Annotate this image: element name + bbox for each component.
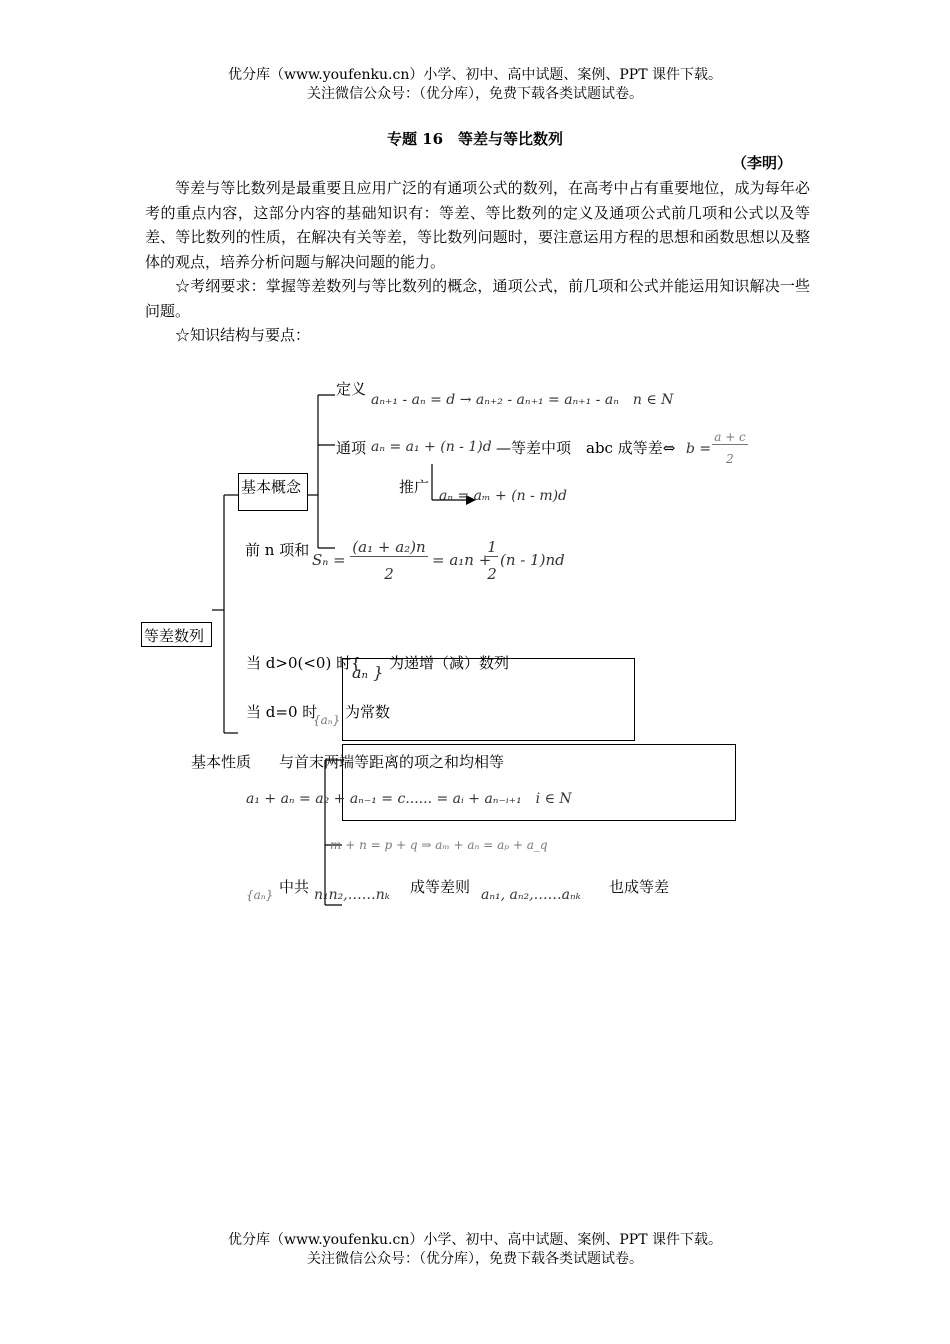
an-symbol: aₙ }: [352, 663, 384, 682]
intro-paragraph: 等差与等比数列是最重要且应用广泛的有通项公式的数列，在高考中占有重要地位，成为每年必考的重点内容，这部分内容的基础知识有：等差、等比数列的定义及通项公式前几项和公式以及等差、等比数列的性质，在解决有关等差，等比数列问题时，要注意运用方程的思想和函数思想以及整体的观点，培养分析问题与解决问题的能力。: [145, 179, 810, 271]
footer-line-2: 关注微信公众号：（优分库），免费下载各类试题试卷。: [307, 1251, 643, 1267]
footer-line-1: 优分库（www.youfenku.cn）小学、初中、高中试题、案例、PPT 课件下载。: [227, 1232, 722, 1248]
extend-label: 推广: [399, 478, 430, 496]
property-formula: a₁ + aₙ = a₂ + aₙ₋₁ = c...... = aᵢ + aₙ₋ᵢ₊₁ i ∈ N: [246, 791, 572, 807]
sum-tail: (n - 1)nd: [500, 551, 565, 569]
sub-result: 也成等差: [609, 878, 670, 896]
page-title: 专题 16 等差与等比数列: [386, 130, 564, 148]
general-term-label: 通项: [336, 439, 367, 457]
middle-term-text: —等差中项 abc 成等差⇔: [496, 439, 676, 457]
sum-half-numerator: 1: [487, 538, 497, 556]
basic-property-label: 基本性质: [191, 753, 252, 771]
d-zero-result: 为常数: [345, 703, 391, 721]
d-positive-result: 为递增（减）数列: [389, 654, 510, 672]
sum-label: 前 n 项和: [245, 541, 310, 559]
middle-term-numerator: a + c: [712, 430, 748, 445]
an-small: {aₙ}: [313, 713, 341, 727]
middle-term-b: b =: [686, 441, 712, 457]
general-term-formula: aₙ = a₁ + (n - 1)d: [371, 439, 492, 455]
author: （李明）: [732, 154, 793, 172]
definition-label: 定义: [336, 380, 367, 398]
sub-an: {aₙ}: [246, 888, 274, 902]
sum-lhs: Sₙ =: [312, 551, 346, 569]
property-formula-2: m + n = p + q ⇒ aₘ + aₙ = aₚ + a_q: [330, 838, 548, 852]
sum-middle: = a₁n +: [432, 551, 492, 569]
sub-middle: 中共: [279, 878, 310, 896]
header-line-2: 关注微信公众号：（优分库），免费下载各类试题试卷。: [307, 86, 643, 102]
structure-heading: ☆知识结构与要点：: [175, 326, 311, 344]
header-line-1: 优分库（www.youfenku.cn）小学、初中、高中试题、案例、PPT 课件下载。: [227, 67, 722, 83]
sum-denominator: 2: [384, 565, 394, 583]
extend-formula: aₙ = aₘ + (n - m)d: [439, 488, 568, 504]
root-label: 等差数列: [144, 627, 205, 645]
sub-indices: n₁n₂,……nₖ: [314, 887, 390, 903]
d-positive-label: 当 d>0(<0) 时{: [246, 654, 361, 672]
middle-term-denominator: 2: [726, 452, 734, 466]
sub-terms: aₙ₁, aₙ₂,……aₙₖ: [481, 887, 581, 903]
definition-formula: aₙ₊₁ - aₙ = d → aₙ₊₂ - aₙ₊₁ = aₙ₊₁ - aₙ n ∈ N: [371, 392, 674, 408]
property-text: 与首末两端等距离的项之和均相等: [279, 753, 505, 771]
d-zero-label: 当 d=0 时: [246, 703, 318, 721]
sum-half-denominator: 2: [487, 565, 497, 583]
sub-then: 成等差则: [410, 878, 471, 896]
sum-numerator: (a₁ + a₂)n: [350, 538, 428, 557]
syllabus-paragraph: ☆考纲要求：掌握等差数列与等比数列的概念，通项公式，前几项和公式并能运用知识解决一些问题。: [145, 277, 810, 320]
basic-concept-label: 基本概念: [241, 478, 302, 496]
